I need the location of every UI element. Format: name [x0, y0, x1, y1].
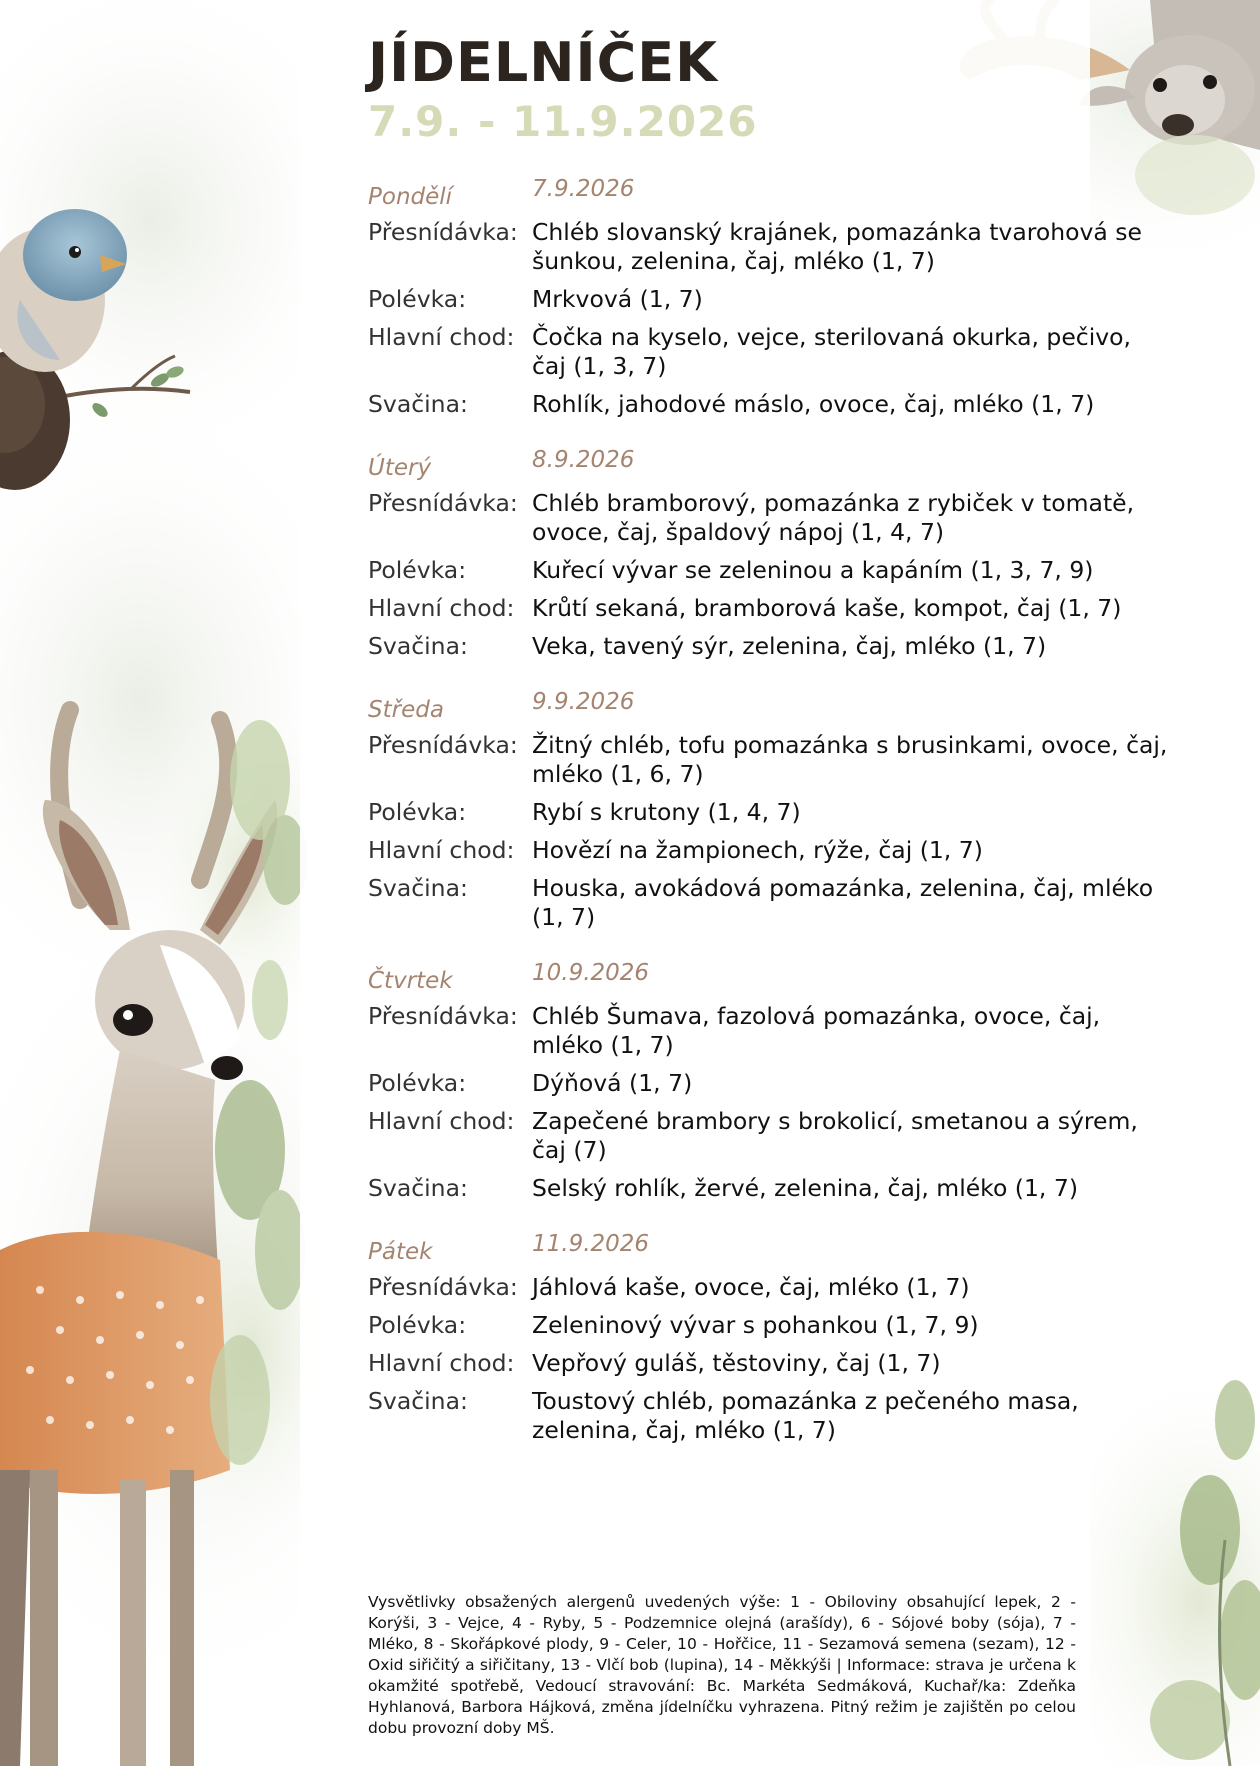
meal-label: Přesnídávka:: [368, 1273, 518, 1301]
day-section-monday: [368, 176, 1188, 419]
meal-label: Polévka:: [368, 1069, 467, 1097]
day-date: 10.9.2026: [532, 960, 650, 986]
meal-text: Chléb slovanský krajánek, pomazánka tvarohová se šunkou, zelenina, čaj, mléko (1, 7): [532, 218, 1143, 275]
meal-text: Hovězí na žampionech, rýže, čaj (1, 7): [532, 836, 983, 864]
meal-text: Chléb bramborový, pomazánka z rybiček v tomatě, ovoce, čaj, špaldový nápoj (1, 4, 7): [532, 489, 1135, 546]
day-header: [368, 176, 1188, 212]
meal-label: Svačina:: [368, 632, 468, 660]
day-name: Úterý: [368, 455, 432, 481]
day-date: 8.9.2026: [532, 447, 635, 473]
meal-row: [368, 1349, 1188, 1378]
meal-label: Svačina:: [368, 1174, 468, 1202]
allergen-footnote: Vysvětlivky obsažených alergenů uvedených výše: 1 - Obiloviny obsahující lepek, 2 - Korýši, 3 - Vejce, 4 - Ryby, 5 - Podzemnice olejná (arašídy), 6 - Sójové boby (sója), 7 - Mléko, 8 - Skořápkové plody, 9 - Celer, 10 - Hořčice, 11 - Sezamová semena (sezam), 12 - Oxid siřičitý a siřičitany, 13 - Vlčí bob (lupina), 14 - Měkkýši | Informace: strava je určena k okamžité spotřebě, Vedoucí stravování: Bc. Markéta Sedmáková, Kuchař/ka: Zdeňka Hyhlanová, Barbora Hájková, změna jídelníčku vyhrazena. Pitný režim je zajištěn po celou dobu provozní doby MŠ.: [368, 1593, 1076, 1737]
day-header: [368, 447, 1188, 483]
day-section-wednesday: [368, 689, 1188, 932]
meal-row: [368, 218, 1188, 276]
day-date: 11.9.2026: [532, 1231, 650, 1257]
meal-text: Houska, avokádová pomazánka, zelenina, čaj, mléko (1, 7): [532, 874, 1154, 931]
meal-text: Žitný chléb, tofu pomazánka s brusinkami, ovoce, čaj, mléko (1, 6, 7): [532, 731, 1168, 788]
page-title: JÍDELNÍČEK: [368, 31, 718, 94]
meal-label: Přesnídávka:: [368, 218, 518, 246]
meal-row: [368, 1107, 1188, 1165]
meal-text: Selský rohlík, žervé, zelenina, čaj, mléko (1, 7): [532, 1174, 1078, 1202]
meal-row: [368, 1174, 1188, 1203]
meal-text: Veka, tavený sýr, zelenina, čaj, mléko (1, 7): [532, 632, 1047, 660]
meal-label: Hlavní chod:: [368, 323, 515, 351]
meal-label: Svačina:: [368, 390, 468, 418]
day-name: Středa: [368, 697, 444, 723]
meal-label: Svačina:: [368, 1387, 468, 1415]
meal-row: [368, 836, 1188, 865]
meal-row: [368, 874, 1188, 932]
meal-text: Rohlík, jahodové máslo, ovoce, čaj, mléko (1, 7): [532, 390, 1095, 418]
meal-label: Hlavní chod:: [368, 1107, 515, 1135]
meal-text: Kuřecí vývar se zeleninou a kapáním (1, 3, 7, 9): [532, 556, 1094, 584]
meal-row: [368, 323, 1188, 381]
meal-label: Přesnídávka:: [368, 489, 518, 517]
day-date: 7.9.2026: [532, 176, 635, 202]
meal-text: Jáhlová kaše, ovoce, čaj, mléko (1, 7): [532, 1273, 970, 1301]
date-range: 7.9. - 11.9.2026: [368, 97, 758, 146]
meal-label: Polévka:: [368, 798, 467, 826]
meal-text: Mrkvová (1, 7): [532, 285, 703, 313]
meal-text: Chléb Šumava, fazolová pomazánka, ovoce, čaj, mléko (1, 7): [532, 1002, 1101, 1059]
menu-document: [368, 30, 1188, 1473]
meal-text: Krůtí sekaná, bramborová kaše, kompot, čaj (1, 7): [532, 594, 1122, 622]
meal-text: Zeleninový vývar s pohankou (1, 7, 9): [532, 1311, 979, 1339]
meal-row: [368, 390, 1188, 419]
day-section-friday: [368, 1231, 1188, 1445]
day-date: 9.9.2026: [532, 689, 635, 715]
day-section-tuesday: [368, 447, 1188, 661]
meal-row: [368, 1311, 1188, 1340]
meal-row: [368, 731, 1188, 789]
day-section-thursday: [368, 960, 1188, 1203]
meal-row: [368, 1387, 1188, 1445]
day-header: [368, 689, 1188, 725]
meal-text: Rybí s krutony (1, 4, 7): [532, 798, 801, 826]
meal-label: Přesnídávka:: [368, 731, 518, 759]
meal-label: Polévka:: [368, 556, 467, 584]
day-name: Pondělí: [368, 184, 453, 210]
day-header: [368, 960, 1188, 996]
days-list: [368, 176, 1188, 1445]
day-name: Čtvrtek: [368, 968, 453, 994]
meal-row: [368, 1002, 1188, 1060]
meal-label: Hlavní chod:: [368, 594, 515, 622]
meal-text: Dýňová (1, 7): [532, 1069, 693, 1097]
meal-row: [368, 594, 1188, 623]
meal-text: Zapečené brambory s brokolicí, smetanou a sýrem, čaj (7): [532, 1107, 1138, 1164]
meal-row: [368, 798, 1188, 827]
meal-row: [368, 1273, 1188, 1302]
meal-row: [368, 632, 1188, 661]
meal-label: Svačina:: [368, 874, 468, 902]
meal-row: [368, 556, 1188, 585]
meal-label: Polévka:: [368, 1311, 467, 1339]
meal-text: Vepřový guláš, těstoviny, čaj (1, 7): [532, 1349, 941, 1377]
meal-text: Toustový chléb, pomazánka z pečeného masa, zelenina, čaj, mléko (1, 7): [532, 1387, 1079, 1444]
day-header: [368, 1231, 1188, 1267]
meal-row: [368, 489, 1188, 547]
meal-label: Polévka:: [368, 285, 467, 313]
meal-text: Čočka na kyselo, vejce, sterilovaná okurka, pečivo, čaj (1, 3, 7): [532, 323, 1131, 380]
meal-row: [368, 1069, 1188, 1098]
day-name: Pátek: [368, 1239, 433, 1265]
meal-label: Hlavní chod:: [368, 836, 515, 864]
meal-label: Hlavní chod:: [368, 1349, 515, 1377]
meal-row: [368, 285, 1188, 314]
meal-label: Přesnídávka:: [368, 1002, 518, 1030]
